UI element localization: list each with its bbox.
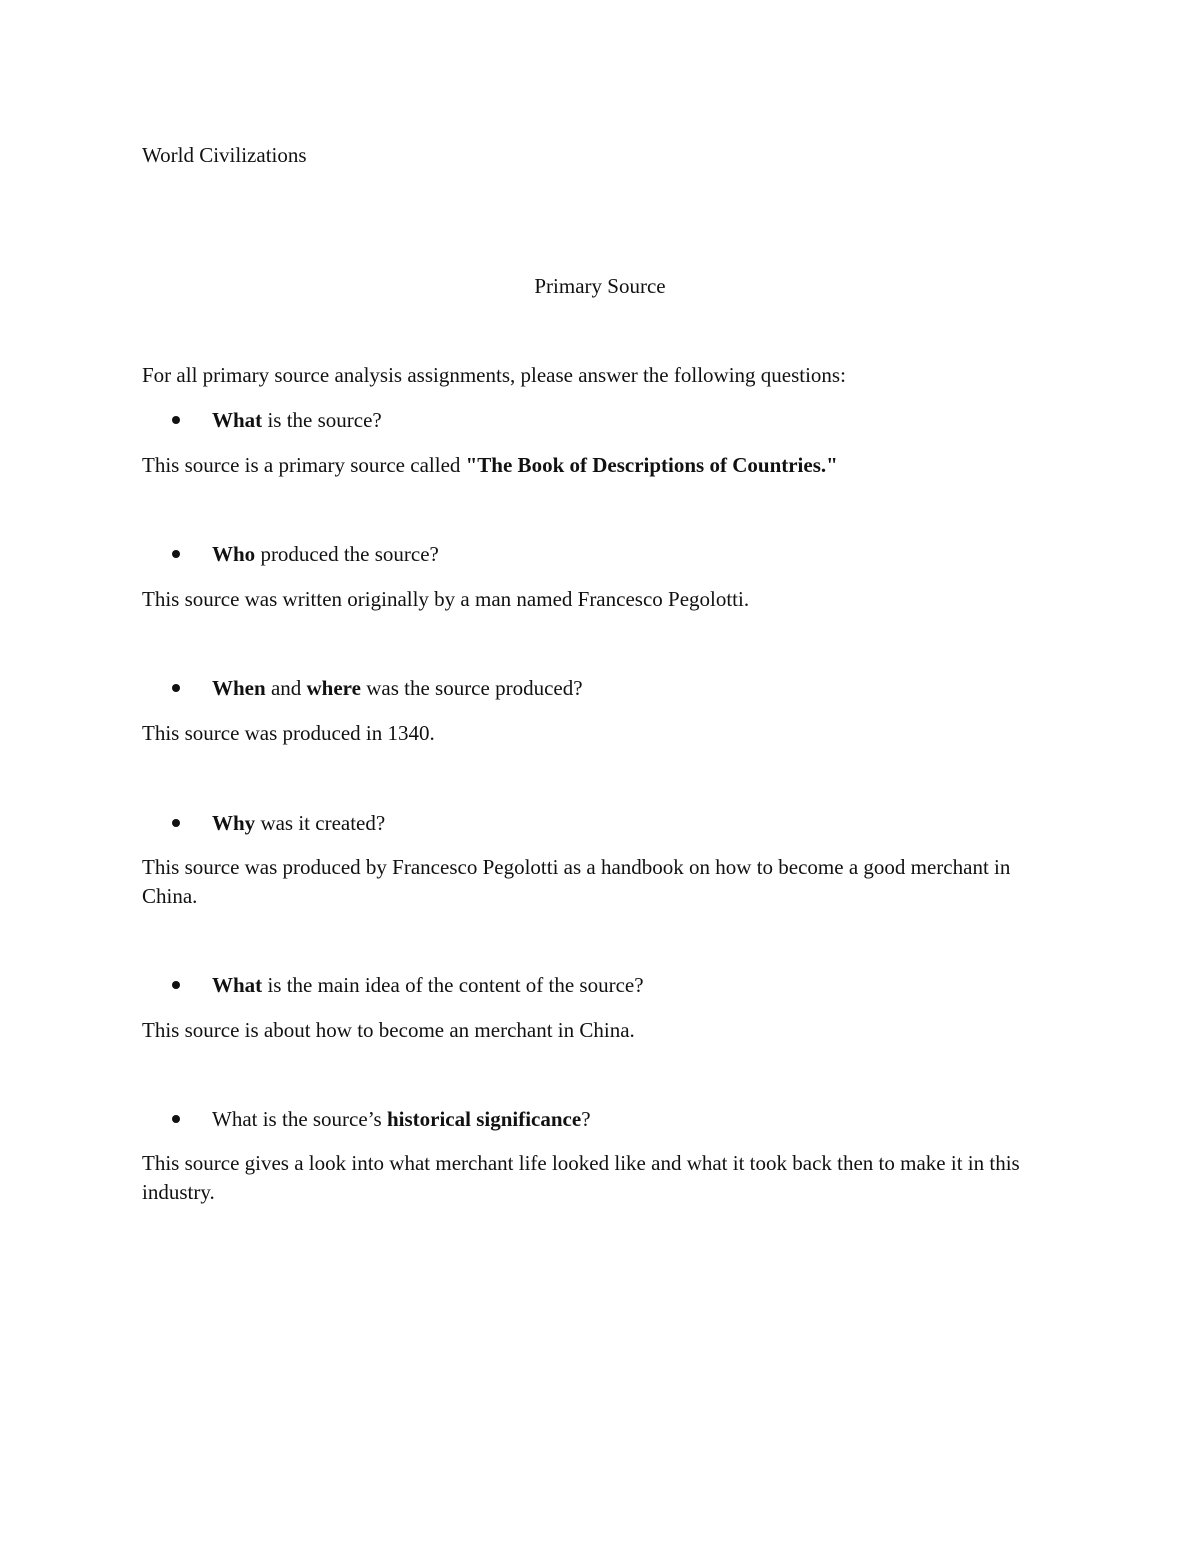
question-why-created — [172, 809, 385, 837]
answer-who-produced — [142, 585, 1052, 614]
question-text: What is the source’s — [212, 1107, 387, 1131]
question-who-produced — [172, 540, 439, 568]
question-keyword: Who — [212, 542, 256, 566]
question-text: was it created? — [255, 811, 386, 835]
page-title: Primary Source — [534, 274, 666, 298]
answer-text: This source was produced in 1340. — [142, 721, 435, 745]
bullet-icon — [172, 550, 180, 558]
question-main-idea — [172, 971, 644, 999]
answer-when-where — [142, 719, 1052, 748]
question-significance — [172, 1105, 591, 1133]
question-keyword: When — [212, 676, 266, 700]
bullet-icon — [172, 1115, 180, 1123]
question-what-source — [172, 406, 382, 434]
question-text: ? — [581, 1107, 591, 1131]
source-title: "The Book of Descriptions of Countries." — [465, 453, 838, 477]
answer-what-source — [142, 451, 1052, 480]
answer-text: This source is a primary source called — [142, 453, 466, 477]
question-keyword: where — [306, 676, 361, 700]
answer-text: This source was written originally by a man named Francesco Pegolotti. — [142, 587, 750, 611]
answer-text: This source gives a look into what merchant life looked like and what it took back then to make it in this industry. — [142, 1151, 1020, 1204]
answer-main-idea — [142, 1016, 1052, 1045]
answer-text: This source was produced by Francesco Pegolotti as a handbook on how to become a good merchant in China. — [142, 855, 1011, 908]
bullet-icon — [172, 684, 180, 692]
question-text: is the main idea of the content of the source? — [262, 973, 644, 997]
question-keyword: What — [212, 408, 263, 432]
answer-why-created — [142, 853, 1052, 911]
question-text: was the source produced? — [360, 676, 583, 700]
bullet-icon — [172, 819, 180, 827]
bullet-icon — [172, 981, 180, 989]
answer-significance — [142, 1149, 1052, 1207]
instructions: For all primary source analysis assignments, please answer the following questions: — [142, 363, 846, 387]
question-text: and — [265, 676, 307, 700]
course-name: World Civilizations — [142, 143, 307, 167]
question-keyword: What — [212, 973, 263, 997]
question-when-where — [172, 674, 583, 702]
question-text: is the source? — [262, 408, 382, 432]
question-text: produced the source? — [255, 542, 439, 566]
question-keyword: Why — [212, 811, 256, 835]
question-keyword: historical significance — [386, 1107, 582, 1131]
answer-text: This source is about how to become an merchant in China. — [142, 1018, 635, 1042]
bullet-icon — [172, 416, 180, 424]
